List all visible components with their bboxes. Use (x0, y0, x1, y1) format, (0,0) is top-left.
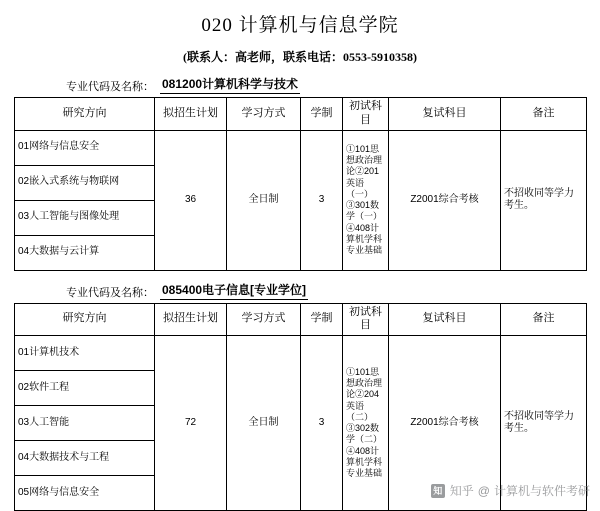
column-header-note: 备注 (501, 98, 587, 131)
retest-cell: Z2001综合考核 (389, 130, 501, 270)
major-code-value-2: 085400电子信息[专业学位] (160, 281, 308, 300)
direction-cell: 02嵌入式系统与物联网 (15, 165, 155, 200)
program-table-2 (14, 303, 587, 511)
column-header-retest: 复试科目 (389, 303, 501, 336)
column-header-first-exam: 初试科目 (343, 98, 389, 131)
contact-subtitle: (联系人：高老师，联系电话：0553-5910358) (14, 48, 586, 65)
direction-cell: 04大数据技术与工程 (15, 441, 155, 476)
table-header-row (15, 98, 587, 131)
column-header-note: 备注 (501, 303, 587, 336)
column-header-mode: 学习方式 (227, 303, 301, 336)
table-header-row (15, 303, 587, 336)
length-cell: 3 (301, 130, 343, 270)
note-cell: 不招收同等学力考生。 (501, 130, 587, 270)
column-header-mode: 学习方式 (227, 98, 301, 131)
plan-cell: 36 (155, 130, 227, 270)
retest-cell: Z2001综合考核 (389, 336, 501, 511)
major-section-2 (14, 281, 586, 511)
column-header-direction: 研究方向 (15, 303, 155, 336)
table-row (15, 336, 587, 371)
program-table-1 (14, 97, 587, 271)
column-header-direction: 研究方向 (15, 98, 155, 131)
column-header-retest: 复试科目 (389, 98, 501, 131)
length-cell: 3 (301, 336, 343, 511)
column-header-first-exam: 初试科目 (343, 303, 389, 336)
watermark (431, 482, 590, 499)
zhihu-logo-icon: 知 (431, 484, 445, 498)
watermark-separator: @ (478, 484, 490, 498)
watermark-account: 计算机与软件考研 (494, 482, 590, 499)
document-page (0, 10, 600, 503)
direction-cell: 05网络与信息安全 (15, 476, 155, 511)
major-section-1 (14, 75, 586, 271)
major-code-value-1: 081200计算机科学与技术 (160, 75, 300, 94)
major-code-label-2: 专业代码及名称： (66, 284, 154, 300)
major-header-2 (14, 281, 586, 300)
direction-cell: 03人工智能与图像处理 (15, 200, 155, 235)
mode-cell: 全日制 (227, 130, 301, 270)
major-header-1 (14, 75, 586, 94)
direction-cell: 01网络与信息安全 (15, 130, 155, 165)
column-header-length: 学制 (301, 98, 343, 131)
page-title: 020 计算机与信息学院 (14, 10, 586, 37)
major-code-label-1: 专业代码及名称： (66, 78, 154, 94)
note-cell: 不招收同等学力考生。 (501, 336, 587, 511)
direction-cell: 03人工智能 (15, 406, 155, 441)
first-exam-cell: ①101思想政治理论②204英语（二）③302数学（二）④408计算机学科专业基础 (343, 336, 389, 511)
table-row (15, 130, 587, 165)
direction-cell: 02软件工程 (15, 371, 155, 406)
column-header-plan: 拟招生计划 (155, 303, 227, 336)
column-header-plan: 拟招生计划 (155, 98, 227, 131)
watermark-brand: 知乎 (450, 482, 474, 499)
column-header-length: 学制 (301, 303, 343, 336)
plan-cell: 72 (155, 336, 227, 511)
mode-cell: 全日制 (227, 336, 301, 511)
direction-cell: 04大数据与云计算 (15, 235, 155, 270)
first-exam-cell: ①101思想政治理论②201英语（一）③301数学（一）④408计算机学科专业基础 (343, 130, 389, 270)
direction-cell: 01计算机技术 (15, 336, 155, 371)
